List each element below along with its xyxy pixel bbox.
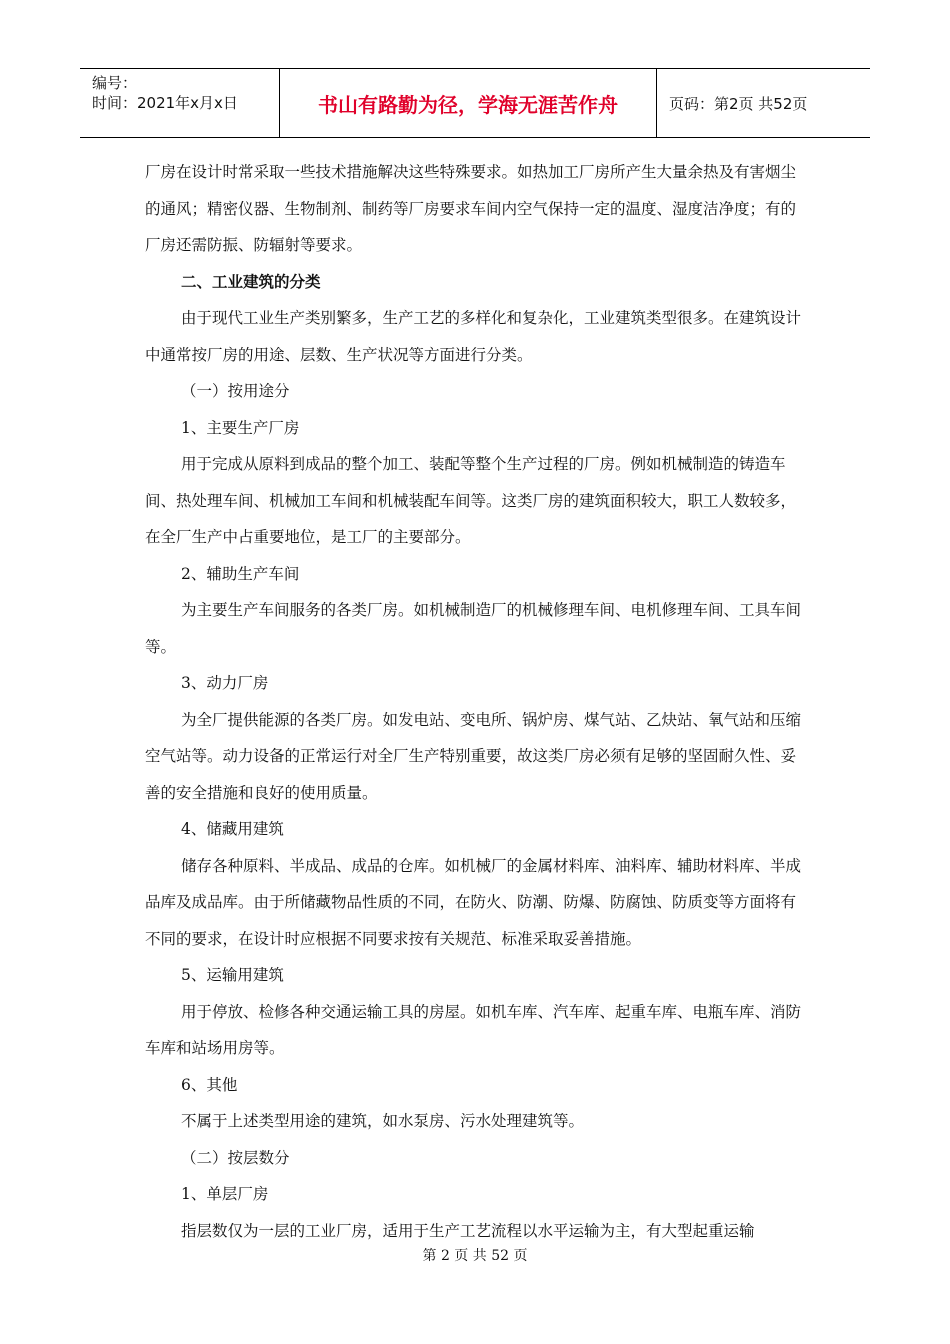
section-heading: 二、工业建筑的分类 <box>181 272 321 291</box>
page-header <box>80 68 870 138</box>
paragraph: 用于停放、检修各种交通运输工具的房屋。如机车库、汽车库、起重车库、电瓶车库、消防车库和站场用房等。 <box>145 1002 802 1057</box>
document-number-label: 编号： <box>92 74 138 92</box>
item-heading: 1、单层厂房 <box>181 1185 269 1203</box>
item-heading: 5、运输用建筑 <box>181 966 284 984</box>
document-time: 时间：2021年x月x日 <box>92 94 238 112</box>
paragraph: 储存各种原料、半成品、成品的仓库。如机械厂的金属材料库、油料库、辅助材料库、半成品库及成品库。由于所储藏物品性质的不同，在防火、防潮、防爆、防腐蚀、防质变等方面将有不同的要求，在设计时应根据不同要求按有关规范、标准采取妥善措施。 <box>145 856 802 948</box>
paragraph: 为主要生产车间服务的各类厂房。如机械制造厂的机械修理车间、电机修理车间、工具车间等。 <box>145 601 802 656</box>
document-body <box>145 154 810 1249</box>
item-heading: 2、辅助生产车间 <box>181 564 300 583</box>
item-heading: 1、主要生产厂房 <box>181 418 300 437</box>
subsection-heading: （二）按层数分 <box>181 1148 290 1167</box>
paragraph: 由于现代工业生产类别繁多，生产工艺的多样化和复杂化，工业建筑类型很多。在建筑设计中通常按厂房的用途、层数、生产状况等方面进行分类。 <box>145 309 802 364</box>
paragraph: 指层数仅为一层的工业厂房，适用于生产工艺流程以水平运输为主，有大型起重运输 <box>181 1221 755 1240</box>
item-heading: 3、动力厂房 <box>181 674 269 692</box>
header-page-info: 页码：第2页 共52页 <box>669 94 808 113</box>
paragraph: 用于完成从原料到成品的整个加工、装配等整个生产过程的厂房。例如机械制造的铸造车间、热处理车间、机械加工车间和机械装配车间等。这类厂房的建筑面积较大，职工人数较多，在全厂生产中占重要地位，是工厂的主要部分。 <box>145 455 797 546</box>
subsection-heading: （一）按用途分 <box>181 382 290 400</box>
paragraph: 不属于上述类型用途的建筑，如水泵房、污水处理建筑等。 <box>181 1112 585 1130</box>
item-heading: 6、其他 <box>181 1075 238 1094</box>
header-meta <box>80 69 280 137</box>
item-heading: 4、储藏用建筑 <box>181 820 284 838</box>
page-footer: 第 2 页 共 52 页 <box>422 1248 528 1264</box>
paragraph: 为全厂提供能源的各类厂房。如发电站、变电所、锅炉房、煤气站、乙炔站、氧气站和压缩空气站等。动力设备的正常运行对全厂生产特别重要，故这类厂房必须有足够的坚固耐久性、妥善的安全措施和良好的使用质量。 <box>145 710 802 802</box>
paragraph: 厂房在设计时常采取一些技术措施解决这些特殊要求。如热加工厂房所产生大量余热及有害烟尘的通风；精密仪器、生物制剂、制药等厂房要求车间内空气保持一定的温度、湿度洁净度；有的厂房还需防振、防辐射等要求。 <box>145 163 797 254</box>
header-motto: 书山有路勤为径，学海无涯苦作舟 <box>280 69 657 137</box>
